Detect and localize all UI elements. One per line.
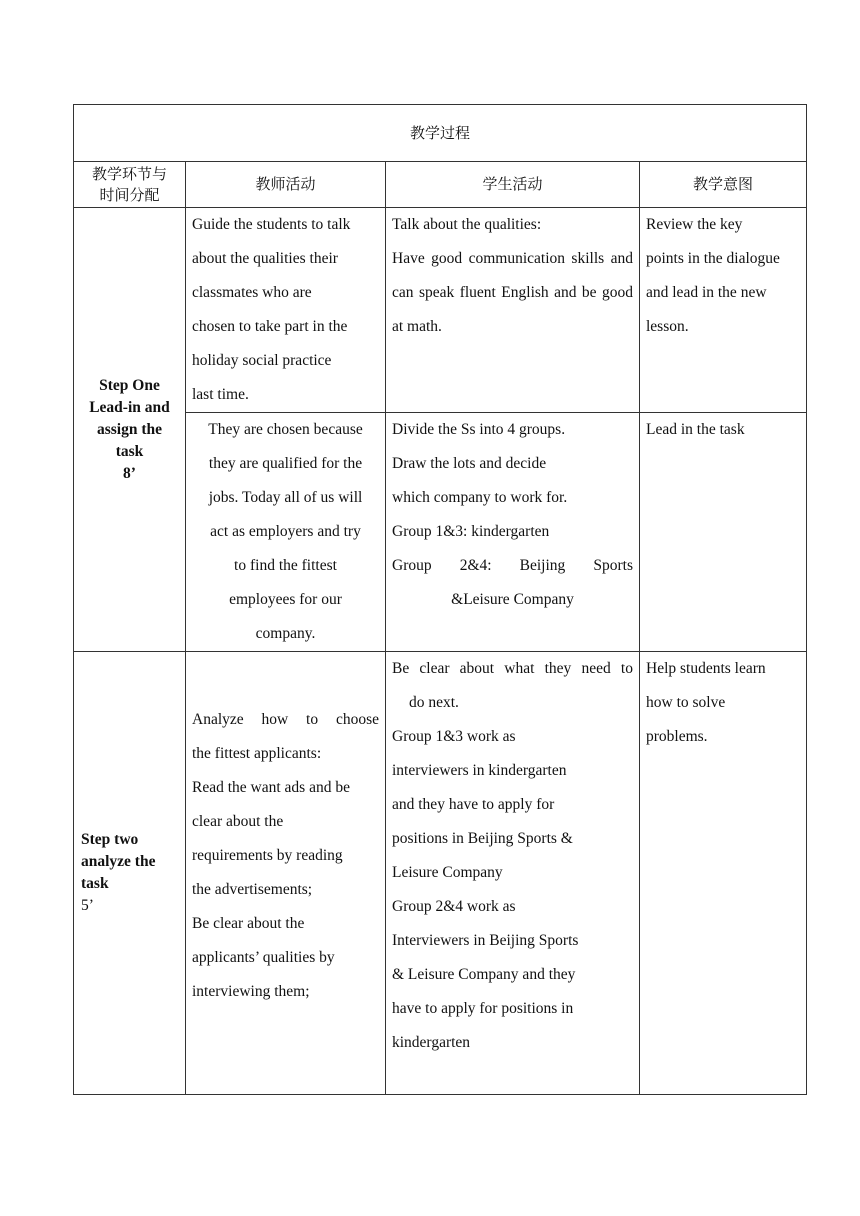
text-line: Guide the students to talk bbox=[192, 216, 351, 233]
text-line: do next. bbox=[409, 694, 459, 711]
group-label: 2&4: bbox=[459, 557, 492, 574]
text-line: Draw the lots and decide bbox=[392, 455, 547, 472]
word: to bbox=[306, 711, 319, 728]
text-line: positions in Beijing Sports & bbox=[392, 830, 573, 847]
text-line: Group 2&4 work as bbox=[392, 898, 516, 915]
word: about bbox=[459, 660, 495, 677]
table-title: 教学过程 bbox=[74, 105, 807, 162]
text-line: points in the dialogue bbox=[646, 250, 780, 267]
text-line: to find the fittest bbox=[234, 557, 337, 574]
text-line: interviewing them; bbox=[192, 983, 310, 1000]
text-line: chosen to take part in the bbox=[192, 318, 348, 335]
text-line: problems. bbox=[646, 728, 708, 745]
word: need bbox=[581, 660, 611, 677]
text-line: Talk about the qualities: bbox=[392, 216, 542, 233]
spacer bbox=[192, 1009, 379, 1043]
text-line: Be clear about the bbox=[192, 915, 305, 932]
teaching-intent bbox=[640, 208, 807, 413]
text-line: and they have to apply for bbox=[392, 796, 555, 813]
text-line: holiday social practice bbox=[192, 352, 332, 369]
header-stage-line: 时间分配 bbox=[99, 185, 160, 204]
text-line-justified bbox=[192, 703, 379, 737]
header-teacher: 教师活动 bbox=[186, 162, 386, 208]
group-label: Sports bbox=[593, 557, 633, 574]
step-one-label bbox=[74, 208, 186, 652]
text-line: Divide the Ss into 4 groups. bbox=[392, 421, 566, 438]
table-row bbox=[74, 652, 807, 1095]
header-stage-line: 教学环节与 bbox=[91, 164, 167, 183]
lesson-process-table bbox=[73, 104, 807, 1095]
table-header-row bbox=[74, 162, 807, 208]
student-activity bbox=[386, 652, 640, 1095]
word: clear bbox=[419, 660, 450, 677]
step-name-line: task bbox=[115, 442, 144, 460]
word: they bbox=[544, 660, 572, 677]
text-line: lesson. bbox=[646, 318, 689, 335]
word: Be bbox=[392, 660, 410, 677]
text-line: and lead in the new bbox=[646, 284, 767, 301]
text-line: Lead in the task bbox=[646, 421, 745, 438]
text-line: they are qualified for the bbox=[208, 455, 363, 472]
text-line: how to solve bbox=[646, 694, 726, 711]
step-name-line: Step One bbox=[99, 376, 160, 394]
step-two-label bbox=[74, 652, 186, 1095]
teacher-activity bbox=[186, 208, 386, 413]
text-line: Interviewers in Beijing Sports bbox=[392, 932, 579, 949]
text-line: Leisure Company bbox=[392, 864, 503, 881]
text-line: act as employers and try bbox=[210, 523, 361, 540]
text-line: the advertisements; bbox=[192, 881, 313, 898]
word: choose bbox=[335, 711, 379, 728]
text-line: classmates who are bbox=[192, 284, 312, 301]
text-line: employees for our bbox=[229, 591, 342, 608]
text-line: interviewers in kindergarten bbox=[392, 762, 567, 779]
teacher-activity bbox=[186, 413, 386, 652]
word: how bbox=[261, 711, 289, 728]
student-activity bbox=[386, 413, 640, 652]
step-name-line: Lead-in and bbox=[89, 398, 170, 416]
teacher-activity bbox=[186, 652, 386, 1095]
text-line: about the qualities their bbox=[192, 250, 338, 267]
text-line: Review the key bbox=[646, 216, 743, 233]
text-line: Help students learn bbox=[646, 660, 766, 677]
group-label: Group bbox=[392, 557, 432, 574]
text-line: Group 1&3: kindergarten bbox=[392, 523, 550, 540]
text-line: &Leisure Company bbox=[451, 591, 574, 608]
text-line: the fittest applicants: bbox=[192, 745, 322, 762]
text-line: which company to work for. bbox=[392, 489, 568, 506]
word: what bbox=[504, 660, 535, 677]
header-intent: 教学意图 bbox=[640, 162, 807, 208]
text-line: They are chosen because bbox=[208, 421, 363, 438]
student-activity bbox=[386, 208, 640, 413]
text-line: kindergarten bbox=[392, 1034, 471, 1051]
teaching-intent bbox=[640, 413, 807, 652]
step-time: 5’ bbox=[81, 897, 94, 914]
text-line: have to apply for positions in bbox=[392, 1000, 574, 1017]
header-student: 学生活动 bbox=[386, 162, 640, 208]
word: to bbox=[620, 660, 633, 677]
text-line-justified bbox=[392, 652, 633, 686]
header-stage bbox=[74, 162, 186, 208]
table-row bbox=[74, 208, 807, 413]
table-title-row bbox=[74, 105, 807, 162]
teaching-intent bbox=[640, 652, 807, 1095]
text-line: Read the want ads and be bbox=[192, 779, 350, 796]
text-line: requirements by reading bbox=[192, 847, 343, 864]
text-line: clear about the bbox=[192, 813, 284, 830]
text-line: jobs. Today all of us will bbox=[208, 489, 363, 506]
word: Analyze bbox=[192, 711, 244, 728]
step-name-line: assign the bbox=[96, 420, 163, 438]
text-line: last time. bbox=[192, 386, 249, 403]
text-line: company. bbox=[255, 625, 316, 642]
text-line: Group 1&3 work as bbox=[392, 728, 516, 745]
step-time: 8’ bbox=[123, 464, 136, 482]
group-label: Beijing bbox=[519, 557, 566, 574]
step-name-line: Step two bbox=[81, 831, 139, 848]
text-line: applicants’ qualities by bbox=[192, 949, 335, 966]
step-name-line: analyze the bbox=[81, 853, 156, 870]
text-line-justified bbox=[392, 549, 633, 583]
text-paragraph: Have good communication skills and can speak fluent English and be good at math. bbox=[392, 250, 633, 335]
text-line: & Leisure Company and they bbox=[392, 966, 576, 983]
step-name-line: task bbox=[81, 875, 109, 892]
